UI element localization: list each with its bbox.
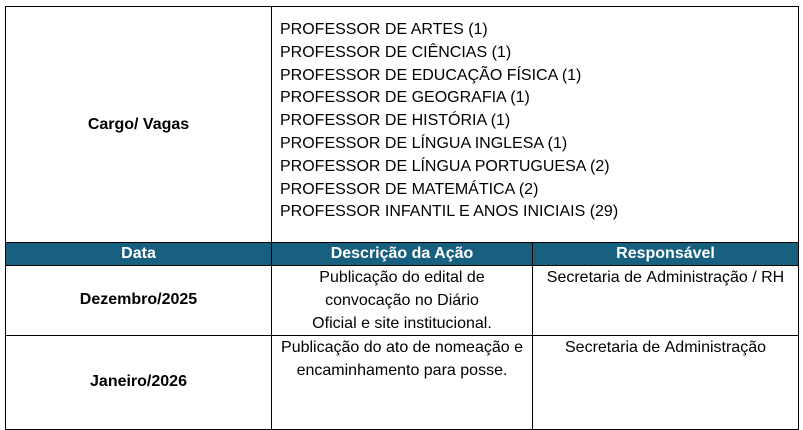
- row-date: Janeiro/2026: [6, 336, 272, 430]
- cargo-label: Cargo/ Vagas: [6, 7, 272, 243]
- cargo-item: PROFESSOR DE CIÊNCIAS (1): [280, 43, 512, 61]
- table-header-row: [6, 243, 799, 266]
- cargo-item: PROFESSOR DE LÍNGUA INGLESA (1): [280, 134, 568, 152]
- description-line: posse.: [460, 362, 508, 380]
- row-description: [272, 266, 533, 336]
- row-responsible: [533, 266, 799, 336]
- header-descricao: Descrição da Ação: [272, 243, 533, 266]
- description-line: Oficial e site institucional.: [312, 314, 492, 332]
- cargo-item: PROFESSOR DE ARTES (1): [280, 21, 488, 38]
- cargo-item: PROFESSOR INFANTIL E ANOS INICIAIS (29): [280, 203, 619, 221]
- responsible-line: Administração: [664, 339, 766, 357]
- description-line: convocação no Diário: [325, 291, 479, 309]
- table-row: [6, 266, 799, 336]
- cargo-item: PROFESSOR DE EDUCAÇÃO FÍSICA (1): [280, 66, 582, 84]
- cargo-row: [6, 7, 799, 243]
- description-line: Publicação do ato de: [281, 339, 431, 357]
- header-responsavel: Responsável: [533, 243, 799, 266]
- table-row: [6, 336, 799, 430]
- cargo-item: PROFESSOR DE LÍNGUA PORTUGUESA (2): [280, 157, 610, 175]
- row-responsible: [533, 336, 799, 430]
- description-line: nomeação e: [434, 339, 523, 357]
- header-data: Data: [6, 243, 272, 266]
- responsible-line: Secretaria de: [565, 339, 661, 357]
- responsible-line: Administração / RH: [646, 269, 785, 286]
- responsible-line: Secretaria de: [546, 269, 642, 286]
- description-line: Publicação do edital de: [319, 269, 485, 286]
- cargo-item: PROFESSOR DE GEOGRAFIA (1): [280, 89, 530, 107]
- cargo-item: PROFESSOR DE HISTÓRIA (1): [280, 112, 511, 130]
- row-date: Dezembro/2025: [6, 266, 272, 336]
- cargo-list: [272, 7, 799, 243]
- schedule-table: [5, 6, 799, 430]
- description-line: encaminhamento para: [296, 362, 456, 380]
- row-description: [272, 336, 533, 430]
- cargo-item: PROFESSOR DE MATEMÁTICA (2): [280, 180, 539, 198]
